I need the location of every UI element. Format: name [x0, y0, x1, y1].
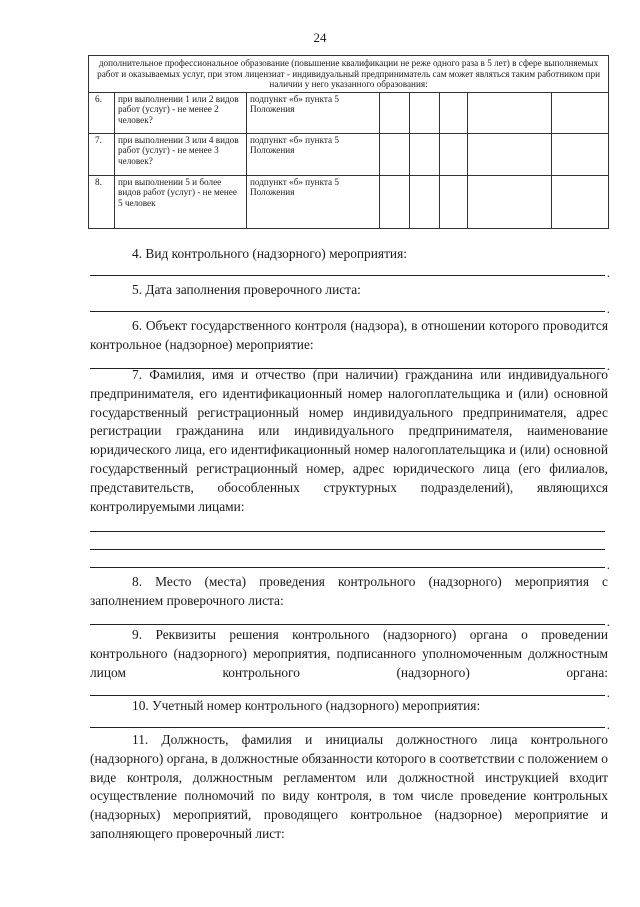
section-5 — [90, 281, 608, 314]
answer-cell-na[interactable] — [440, 133, 468, 175]
answer-cell-note[interactable] — [552, 175, 609, 228]
answer-cell-note[interactable] — [552, 133, 609, 175]
section-10-text: 10. Учетный номер контрольного (надзорного) мероприятия: — [132, 698, 481, 713]
table-row — [89, 92, 609, 133]
row-number: 6. — [89, 92, 115, 133]
field-4[interactable]: . — [90, 264, 608, 278]
section-8-text: 8. Место (места) проведения контрольного (надзорного) мероприятия с заполнением проверочного листа: — [90, 574, 608, 608]
table-header-text: дополнительное профессиональное образование (повышение квалификации не реже одного раза в 5 лет) в сфере выполняемых работ и оказываемых услуг, при этом лицензиат - индивидуальный предприниматель сам может являться таким работником при наличии у него указанного образования: — [89, 56, 609, 93]
section-7-text: 7. Фамилия, имя и отчество (при наличии) гражданина или индивидуального предпринимателя, его идентификационный номер налогоплательщика и (или) основной государственный регистрационный номер индивидуального предпринимателя, адрес регистрации гражданина или индивидуального предпринимателя, наименование юридического лица, его идентификационный номер налогоплательщика и (или) основной государственный регистрационный номер, адрес юридического лица (его филиалов, представительств, обособленных структурных подразделений), являющихся контролируемыми лицами: — [90, 367, 608, 514]
section-9-text: 9. Реквизиты решения контрольного (надзорного) органа о проведении контрольного (надзорного) мероприятия, подписанного уполномоченным должностным лицом контрольного (надзорного) органа: — [90, 627, 608, 680]
row-question: при выполнении 1 или 2 видов работ (услуг) - не менее 2 человек? — [115, 92, 247, 133]
section-4-text: 4. Вид контрольного (надзорного) мероприятия: — [132, 246, 407, 261]
section-7 — [90, 366, 610, 573]
answer-cell-comment[interactable] — [468, 133, 552, 175]
field-7-line-2[interactable] — [90, 534, 608, 552]
field-8[interactable]: . — [90, 611, 608, 627]
table-header-row — [89, 56, 609, 93]
table-row — [89, 175, 609, 228]
answer-cell-comment[interactable] — [468, 175, 552, 228]
requirements-table — [88, 55, 609, 229]
table-row — [89, 133, 609, 175]
answer-cell-yes[interactable] — [380, 175, 410, 228]
row-reference: подпункт «б» пункта 5 Положения — [247, 133, 380, 175]
row-number: 7. — [89, 133, 115, 175]
section-8 — [90, 573, 608, 627]
section-11-text: 11. Должность, фамилия и инициалы должностного лица контрольного (надзорного) органа, в должностные обязанности которого в соответствии с положением о виде контроля, должностным регламентом или должностной инструкцией входит осуществление полномочий по виду контроля, в том числе проведение контрольных (надзорных) мероприятий, проводящего контрольное (надзорное) мероприятие и заполняющего проверочный лист: — [90, 732, 608, 841]
row-reference: подпункт «б» пункта 5 Положения — [247, 175, 380, 228]
section-6-text: 6. Объект государственного контроля (надзора), в отношении которого проводится контрольное (надзорное) мероприятие: — [90, 318, 608, 352]
answer-cell-no[interactable] — [410, 92, 440, 133]
section-9 — [90, 626, 610, 701]
row-reference: подпункт «б» пункта 5 Положения — [247, 92, 380, 133]
row-question: при выполнении 5 и более видов работ (услуг) - не менее 5 человек — [115, 175, 247, 228]
section-4 — [90, 245, 608, 278]
answer-cell-na[interactable] — [440, 175, 468, 228]
field-6[interactable]: . — [90, 355, 608, 371]
field-10[interactable]: . — [90, 716, 608, 730]
answer-cell-yes[interactable] — [380, 92, 410, 133]
answer-cell-na[interactable] — [440, 92, 468, 133]
field-5[interactable]: . — [90, 300, 608, 314]
section-6 — [90, 317, 608, 371]
answer-cell-note[interactable] — [552, 92, 609, 133]
answer-cell-comment[interactable] — [468, 92, 552, 133]
field-7-line-3[interactable]: . — [90, 552, 608, 570]
section-5-text: 5. Дата заполнения проверочного листа: — [132, 282, 361, 297]
page-number: 24 — [313, 30, 327, 45]
section-10 — [90, 697, 608, 730]
section-11 — [90, 731, 608, 844]
row-number: 8. — [89, 175, 115, 228]
answer-cell-no[interactable] — [410, 133, 440, 175]
field-7-line-1[interactable] — [90, 516, 608, 534]
field-9[interactable]: . — [90, 682, 608, 698]
row-question: при выполнении 3 или 4 видов работ (услуг) - не менее 3 человек? — [115, 133, 247, 175]
answer-cell-no[interactable] — [410, 175, 440, 228]
answer-cell-yes[interactable] — [380, 133, 410, 175]
